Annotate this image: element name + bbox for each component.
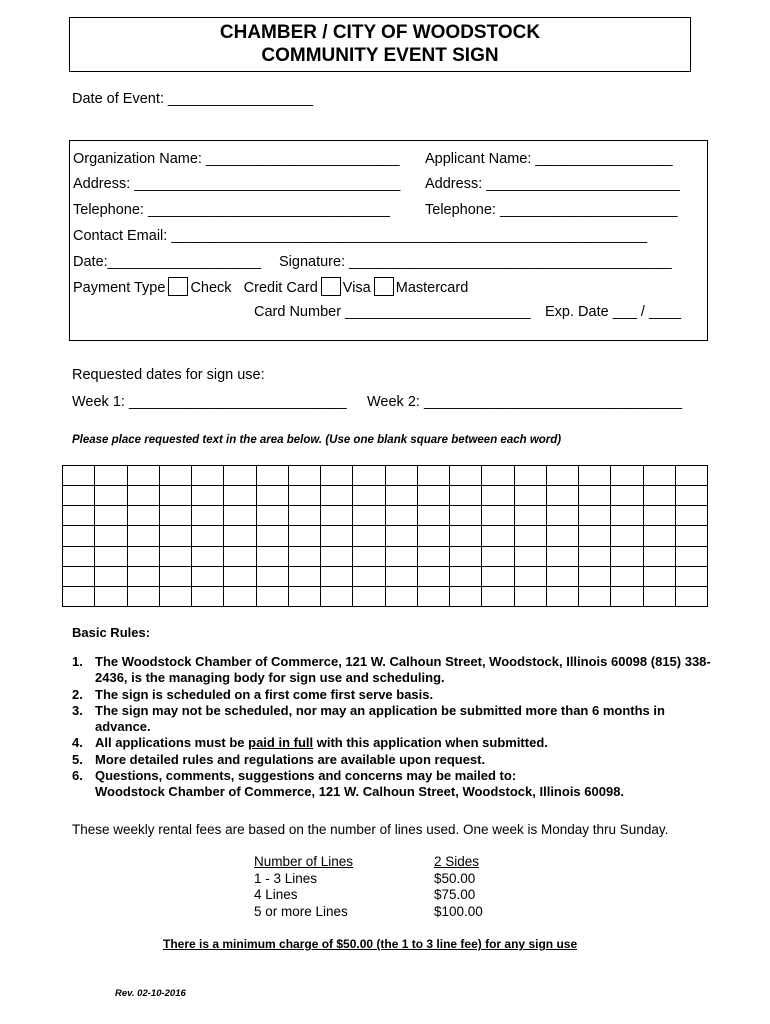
rule-text: with this application when submitted. bbox=[313, 735, 548, 751]
grid-cell[interactable] bbox=[514, 546, 546, 566]
fees-price-header: 2 Sides bbox=[434, 854, 480, 869]
grid-row bbox=[63, 566, 708, 586]
payment-type-label: Payment Type bbox=[73, 280, 166, 296]
grid-cell[interactable] bbox=[63, 506, 95, 526]
grid-cell[interactable] bbox=[256, 486, 288, 506]
check-label: Check bbox=[190, 280, 232, 296]
week-2-field[interactable]: Week 2: ________________________________ bbox=[367, 394, 683, 410]
visa-label: Visa bbox=[342, 280, 371, 296]
rule-number: 3. bbox=[72, 702, 83, 718]
grid-cell[interactable] bbox=[643, 586, 675, 606]
fees-price-cell: $100.00 bbox=[434, 903, 483, 919]
grid-cell[interactable] bbox=[192, 506, 224, 526]
week-1-field[interactable]: Week 1: ___________________________ bbox=[72, 394, 347, 410]
grid-cell[interactable] bbox=[482, 526, 514, 546]
date-of-event-field[interactable]: Date of Event: __________________ bbox=[72, 91, 314, 107]
grid-cell[interactable] bbox=[417, 506, 449, 526]
grid-cell[interactable] bbox=[127, 486, 159, 506]
grid-cell[interactable] bbox=[63, 486, 95, 506]
requested-dates-heading: Requested dates for sign use: bbox=[72, 367, 265, 383]
grid-cell[interactable] bbox=[417, 526, 449, 546]
grid-cell[interactable] bbox=[450, 486, 482, 506]
grid-cell[interactable] bbox=[450, 566, 482, 586]
grid-cell[interactable] bbox=[192, 526, 224, 546]
grid-cell[interactable] bbox=[288, 486, 320, 506]
fees-price-column bbox=[434, 854, 483, 920]
rule-text: Questions, comments, suggestions and concerns may be mailed to: bbox=[95, 768, 517, 784]
rule-text: All applications must be bbox=[95, 735, 249, 751]
grid-cell[interactable] bbox=[643, 486, 675, 506]
grid-cell[interactable] bbox=[675, 486, 707, 506]
grid-cell[interactable] bbox=[224, 506, 256, 526]
fees-lines-column bbox=[254, 854, 353, 920]
grid-cell[interactable] bbox=[385, 566, 417, 586]
grid-cell[interactable] bbox=[385, 486, 417, 506]
fees-intro: These weekly rental fees are based on the number of lines used. One week is Monday thru Sunday. bbox=[72, 822, 669, 837]
grid-cell[interactable] bbox=[63, 466, 95, 486]
grid-cell[interactable] bbox=[611, 566, 643, 586]
grid-cell[interactable] bbox=[643, 526, 675, 546]
grid-cell[interactable] bbox=[385, 506, 417, 526]
grid-cell[interactable] bbox=[353, 526, 385, 546]
grid-cell[interactable] bbox=[159, 586, 191, 606]
grid-cell[interactable] bbox=[159, 566, 191, 586]
grid-cell[interactable] bbox=[256, 466, 288, 486]
rule-item bbox=[72, 768, 712, 801]
grid-cell[interactable] bbox=[514, 586, 546, 606]
rule-text: Woodstock Chamber of Commerce, 121 W. Calhoun Street, Woodstock, Illinois 60098. bbox=[95, 784, 625, 800]
mastercard-label: Mastercard bbox=[395, 280, 469, 296]
grid-cell[interactable] bbox=[417, 546, 449, 566]
grid-cell[interactable] bbox=[579, 466, 611, 486]
grid-cell[interactable] bbox=[611, 546, 643, 566]
grid-cell[interactable] bbox=[224, 526, 256, 546]
grid-cell[interactable] bbox=[675, 546, 707, 566]
grid-cell[interactable] bbox=[127, 466, 159, 486]
grid-cell[interactable] bbox=[482, 486, 514, 506]
fees-lines-cell: 4 Lines bbox=[254, 887, 298, 902]
grid-cell[interactable] bbox=[192, 546, 224, 566]
grid-row bbox=[63, 586, 708, 606]
grid-cell[interactable] bbox=[546, 586, 578, 606]
grid-cell[interactable] bbox=[224, 466, 256, 486]
grid-cell[interactable] bbox=[675, 566, 707, 586]
grid-cell[interactable] bbox=[579, 566, 611, 586]
grid-cell[interactable] bbox=[353, 566, 385, 586]
grid-cell[interactable] bbox=[127, 566, 159, 586]
sign-text-grid bbox=[62, 465, 708, 607]
check-checkbox[interactable] bbox=[168, 277, 188, 296]
grid-cell[interactable] bbox=[224, 486, 256, 506]
title-box bbox=[69, 17, 691, 72]
grid-cell[interactable] bbox=[288, 566, 320, 586]
grid-cell[interactable] bbox=[482, 566, 514, 586]
grid-cell[interactable] bbox=[546, 546, 578, 566]
grid-cell[interactable] bbox=[546, 466, 578, 486]
organization-name-field[interactable]: Organization Name: ________________________ bbox=[73, 151, 400, 167]
grid-cell[interactable] bbox=[159, 466, 191, 486]
grid-cell[interactable] bbox=[417, 486, 449, 506]
grid-cell[interactable] bbox=[514, 566, 546, 586]
grid-cell[interactable] bbox=[675, 466, 707, 486]
grid-cell[interactable] bbox=[288, 506, 320, 526]
grid-cell[interactable] bbox=[127, 506, 159, 526]
fees-lines-header: Number of Lines bbox=[254, 854, 354, 869]
grid-cell[interactable] bbox=[95, 526, 127, 546]
grid-cell[interactable] bbox=[127, 546, 159, 566]
grid-row bbox=[63, 466, 708, 486]
grid-cell[interactable] bbox=[321, 506, 353, 526]
fees-lines-cell: 1 - 3 Lines bbox=[254, 870, 318, 886]
grid-cell[interactable] bbox=[546, 506, 578, 526]
mastercard-checkbox[interactable] bbox=[374, 277, 394, 296]
rule-text: The sign is scheduled on a first come first serve basis. bbox=[95, 686, 434, 702]
exp-date-field[interactable]: Exp. Date ___ / ____ bbox=[545, 304, 682, 320]
grid-cell[interactable] bbox=[514, 526, 546, 546]
grid-cell[interactable] bbox=[159, 546, 191, 566]
grid-cell[interactable] bbox=[321, 526, 353, 546]
grid-cell[interactable] bbox=[450, 526, 482, 546]
rule-number: 4. bbox=[72, 735, 83, 751]
grid-instructions: Please place requested text in the area below. (Use one blank square between each word) bbox=[72, 434, 562, 446]
grid-cell[interactable] bbox=[95, 466, 127, 486]
telephone-field-2[interactable]: Telephone: ______________________ bbox=[425, 202, 678, 218]
title-line-1: CHAMBER / CITY OF WOODSTOCK bbox=[219, 22, 541, 43]
grid-cell[interactable] bbox=[643, 546, 675, 566]
grid-cell[interactable] bbox=[224, 546, 256, 566]
signature-field[interactable]: Signature: ________________________________________ bbox=[279, 254, 672, 270]
grid-cell[interactable] bbox=[288, 466, 320, 486]
grid-cell[interactable] bbox=[579, 506, 611, 526]
grid-cell[interactable] bbox=[417, 566, 449, 586]
grid-cell[interactable] bbox=[321, 546, 353, 566]
grid-cell[interactable] bbox=[353, 586, 385, 606]
grid-cell[interactable] bbox=[63, 566, 95, 586]
grid-cell[interactable] bbox=[95, 506, 127, 526]
grid-cell[interactable] bbox=[385, 586, 417, 606]
rule-number: 6. bbox=[72, 768, 83, 784]
grid-cell[interactable] bbox=[643, 466, 675, 486]
grid-cell[interactable] bbox=[385, 526, 417, 546]
minimum-charge-note: There is a minimum charge of $50.00 (the 1 to 3 line fee) for any sign use bbox=[163, 937, 578, 951]
basic-rules-title: Basic Rules: bbox=[72, 625, 151, 640]
grid-cell[interactable] bbox=[256, 506, 288, 526]
payment-type-row bbox=[73, 277, 468, 297]
grid-cell[interactable] bbox=[450, 546, 482, 566]
grid-cell[interactable] bbox=[353, 486, 385, 506]
telephone-field-1[interactable]: Telephone: ______________________________ bbox=[73, 202, 390, 218]
rule-text: More detailed rules and regulations are available upon request. bbox=[95, 751, 486, 767]
grid-cell[interactable] bbox=[63, 526, 95, 546]
grid-cell[interactable] bbox=[611, 466, 643, 486]
grid-cell[interactable] bbox=[321, 566, 353, 586]
grid-cell[interactable] bbox=[385, 466, 417, 486]
contact-email-field[interactable]: Contact Email: ___________________________________________________________ bbox=[73, 228, 648, 244]
grid-cell[interactable] bbox=[63, 546, 95, 566]
grid-cell[interactable] bbox=[611, 526, 643, 546]
grid-cell[interactable] bbox=[546, 486, 578, 506]
grid-cell[interactable] bbox=[353, 466, 385, 486]
visa-checkbox[interactable] bbox=[321, 277, 341, 296]
grid-cell[interactable] bbox=[579, 486, 611, 506]
grid-row bbox=[63, 526, 708, 546]
rule-item bbox=[72, 687, 712, 703]
date-field[interactable]: Date:___________________ bbox=[73, 254, 261, 270]
grid-cell[interactable] bbox=[192, 466, 224, 486]
grid-cell[interactable] bbox=[417, 466, 449, 486]
grid-cell[interactable] bbox=[288, 546, 320, 566]
grid-cell[interactable] bbox=[256, 546, 288, 566]
fees-lines-cell: 5 or more Lines bbox=[254, 903, 348, 919]
grid-cell[interactable] bbox=[192, 486, 224, 506]
title-line-2: COMMUNITY EVENT SIGN bbox=[261, 45, 499, 66]
rule-item bbox=[72, 735, 712, 751]
grid-cell[interactable] bbox=[63, 586, 95, 606]
rule-item bbox=[72, 752, 712, 768]
rule-number: 5. bbox=[72, 751, 83, 767]
grid-cell[interactable] bbox=[482, 586, 514, 606]
grid-cell[interactable] bbox=[353, 546, 385, 566]
grid-cell[interactable] bbox=[353, 506, 385, 526]
grid-cell[interactable] bbox=[675, 586, 707, 606]
grid-cell[interactable] bbox=[321, 486, 353, 506]
grid-cell[interactable] bbox=[288, 586, 320, 606]
rule-item bbox=[72, 654, 712, 687]
grid-cell[interactable] bbox=[611, 486, 643, 506]
grid-cell[interactable] bbox=[675, 506, 707, 526]
grid-cell[interactable] bbox=[385, 546, 417, 566]
grid-cell[interactable] bbox=[450, 466, 482, 486]
grid-cell[interactable] bbox=[127, 526, 159, 546]
grid-cell[interactable] bbox=[95, 566, 127, 586]
grid-cell[interactable] bbox=[579, 546, 611, 566]
rule-text: The Woodstock Chamber of Commerce, 121 W. Calhoun Street, Woodstock, Illinois 60098 (815) 338-2436, is the managing body for sign use and scheduling. bbox=[95, 654, 711, 686]
grid-cell[interactable] bbox=[450, 506, 482, 526]
grid-cell[interactable] bbox=[256, 526, 288, 546]
rule-item bbox=[72, 703, 712, 736]
grid-cell[interactable] bbox=[321, 466, 353, 486]
grid-cell[interactable] bbox=[127, 586, 159, 606]
grid-cell[interactable] bbox=[95, 586, 127, 606]
rule-text-underlined: paid in full bbox=[248, 735, 314, 751]
grid-cell[interactable] bbox=[643, 506, 675, 526]
grid-cell[interactable] bbox=[450, 586, 482, 606]
grid-cell[interactable] bbox=[675, 526, 707, 546]
grid-cell[interactable] bbox=[546, 566, 578, 586]
fees-price-cell: $50.00 bbox=[434, 870, 476, 886]
rule-number: 1. bbox=[72, 654, 83, 669]
grid-cell[interactable] bbox=[321, 586, 353, 606]
grid-row bbox=[63, 546, 708, 566]
grid-cell[interactable] bbox=[514, 486, 546, 506]
grid-row bbox=[63, 506, 708, 526]
grid-row bbox=[63, 486, 708, 506]
grid-cell[interactable] bbox=[514, 466, 546, 486]
card-number-field[interactable]: Card Number _______________________ bbox=[254, 304, 531, 320]
grid-cell[interactable] bbox=[579, 586, 611, 606]
grid-cell[interactable] bbox=[643, 566, 675, 586]
address-field-2[interactable]: Address: ________________________ bbox=[425, 176, 680, 192]
grid-cell[interactable] bbox=[579, 526, 611, 546]
grid-cell[interactable] bbox=[482, 466, 514, 486]
rule-text: The sign may not be scheduled, nor may an application be submitted more than 6 months in advance. bbox=[95, 702, 665, 735]
address-field-1[interactable]: Address: _________________________________ bbox=[73, 176, 401, 192]
grid-cell[interactable] bbox=[159, 486, 191, 506]
grid-cell[interactable] bbox=[482, 506, 514, 526]
grid-cell[interactable] bbox=[95, 486, 127, 506]
grid-cell[interactable] bbox=[95, 546, 127, 566]
grid-cell[interactable] bbox=[159, 506, 191, 526]
applicant-name-field[interactable]: Applicant Name: _________________ bbox=[425, 151, 673, 167]
grid-cell[interactable] bbox=[224, 566, 256, 586]
grid-cell[interactable] bbox=[288, 526, 320, 546]
grid-cell[interactable] bbox=[611, 586, 643, 606]
grid-cell[interactable] bbox=[514, 506, 546, 526]
grid-cell[interactable] bbox=[224, 586, 256, 606]
rule-number: 2. bbox=[72, 686, 83, 702]
basic-rules-list bbox=[72, 654, 712, 801]
grid-cell[interactable] bbox=[256, 586, 288, 606]
fees-price-cell: $75.00 bbox=[434, 887, 476, 902]
grid-cell[interactable] bbox=[256, 566, 288, 586]
grid-cell[interactable] bbox=[417, 586, 449, 606]
grid-cell[interactable] bbox=[611, 506, 643, 526]
credit-card-label: Credit Card bbox=[243, 280, 318, 296]
revision-date: Rev. 02-10-2016 bbox=[115, 988, 186, 999]
grid-cell[interactable] bbox=[482, 546, 514, 566]
grid-cell[interactable] bbox=[192, 566, 224, 586]
grid-cell[interactable] bbox=[159, 526, 191, 546]
grid-cell[interactable] bbox=[546, 526, 578, 546]
grid-cell[interactable] bbox=[192, 586, 224, 606]
